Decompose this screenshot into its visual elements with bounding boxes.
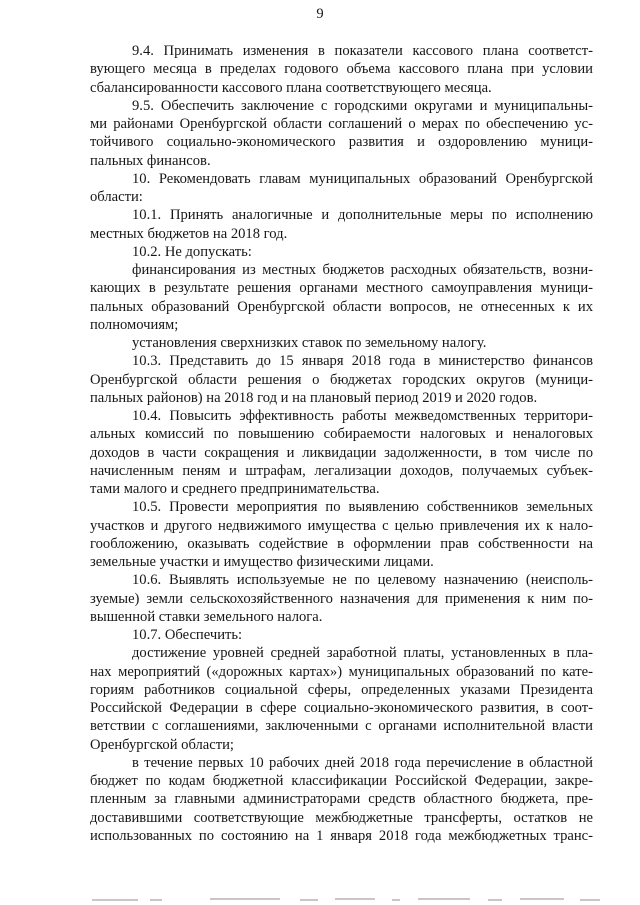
text-line: 10.6. Выявлять используемые не по целевому назначению (неисполь-: [132, 572, 593, 589]
text-line: местных бюджетов на 2018 год.: [90, 225, 288, 242]
text-line: полномочиям;: [90, 316, 179, 333]
text-line: 10.1. Принять аналогичные и дополнительные меры по исполнению: [132, 207, 593, 224]
text-line: области:: [90, 189, 143, 205]
page-number: 9: [316, 6, 324, 22]
text-line: пленным за главными администраторами средств областного бюджета, пре-: [90, 791, 593, 808]
text-line: Оренбургской области;: [90, 736, 234, 753]
text-line: зуемые) земли сельскохозяйственного назначения для применения к ним по-: [90, 590, 593, 607]
text-line: достижение уровней средней заработной платы, установленных в пла-: [132, 645, 593, 662]
text-line: тойчивого социально-экономического развития и оздоровлению муници-: [90, 134, 593, 151]
text-line: 9.5. Обеспечить заключение с городскими округами и муниципальны-: [132, 97, 593, 114]
text-line: земельные участки и имущество физическими лицами.: [90, 554, 434, 570]
text-line: 10.2. Не допускать:: [132, 243, 252, 260]
text-line: пальных районов) на 2018 год и на плановый период 2019 и 2020 годов.: [90, 389, 538, 406]
text-line: пальных финансов.: [90, 152, 211, 169]
text-line: вышенной ставки земельного налога.: [90, 608, 323, 625]
text-line: ветствии с соглашениями, заключенными с органами исполнительной власти: [90, 718, 593, 735]
text-line: альных комиссий по повышению собираемости налоговых и неналоговых: [90, 426, 593, 443]
text-line: вующего месяца в пределах годового объема кассового плана при условии: [90, 61, 593, 78]
text-line: участков и другого недвижимого имущества с целью привлечения их к нало-: [90, 517, 593, 534]
text-line: доставившими соответствующие межбюджетные трансферты, остатков не: [90, 809, 593, 826]
text-line: 10. Рекомендовать главам муниципальных образований Оренбургской: [132, 170, 593, 187]
text-line: ми районами Оренбургской области соглашений о мерах по обеспечению ус-: [90, 116, 593, 132]
text-line: использованных по состоянию на 1 января 2018 года межбюджетных транс-: [90, 827, 593, 844]
text-line: 10.4. Повысить эффективность работы межведомственных территори-: [132, 408, 593, 424]
text-line: гообложению, оказывать содействие в оформлении прав собственности на: [90, 535, 593, 552]
text-line: сбалансированности кассового плана соответствующего месяца.: [90, 79, 492, 96]
scan-edge-artifacts: [0, 893, 640, 905]
text-line: 10.7. Обеспечить:: [132, 627, 243, 643]
text-line: Оренбургской области решения о бюджетах городских округов (муници-: [90, 371, 593, 388]
text-line: нах мероприятий («дорожных картах») муниципальных образований по кате-: [90, 663, 593, 680]
text-line: 9.4. Принимать изменения в показатели кассового плана соответст-: [132, 43, 593, 59]
text-line: финансирования из местных бюджетов расходных обязательств, возни-: [132, 262, 593, 278]
text-line: 10.5. Провести мероприятия по выявлению собственников земельных: [132, 499, 593, 516]
text-line: тами малого и среднего предпринимательства.: [90, 481, 380, 497]
text-line: гориям работников социальной сферы, определенных указами Президента: [90, 681, 593, 698]
text-line: бюджет по кодам бюджетной классификации Российской Федерации, закре-: [90, 773, 593, 789]
text-line: кающих в результате решения органами местного самоуправления муници-: [90, 280, 593, 297]
body-text: [90, 42, 593, 845]
text-line: Российской Федерации в сфере социально-экономического развития, в соот-: [90, 700, 593, 716]
text-line: в течение первых 10 рабочих дней 2018 года перечисление в областной: [132, 754, 593, 771]
text-line: установления сверхнизких ставок по земельному налогу.: [132, 335, 487, 351]
text-line: начисленным пеням и штрафам, легализации доходов, получаемых субъек-: [90, 462, 593, 479]
text-line: 10.3. Представить до 15 января 2018 года в министерство финансов: [132, 353, 593, 370]
text-line: пальных образований Оренбургской области вопросов, не отнесенных к их: [90, 298, 593, 315]
text-line: доходов в части сокращения и ликвидации задолженности, в том числе по: [90, 444, 593, 461]
